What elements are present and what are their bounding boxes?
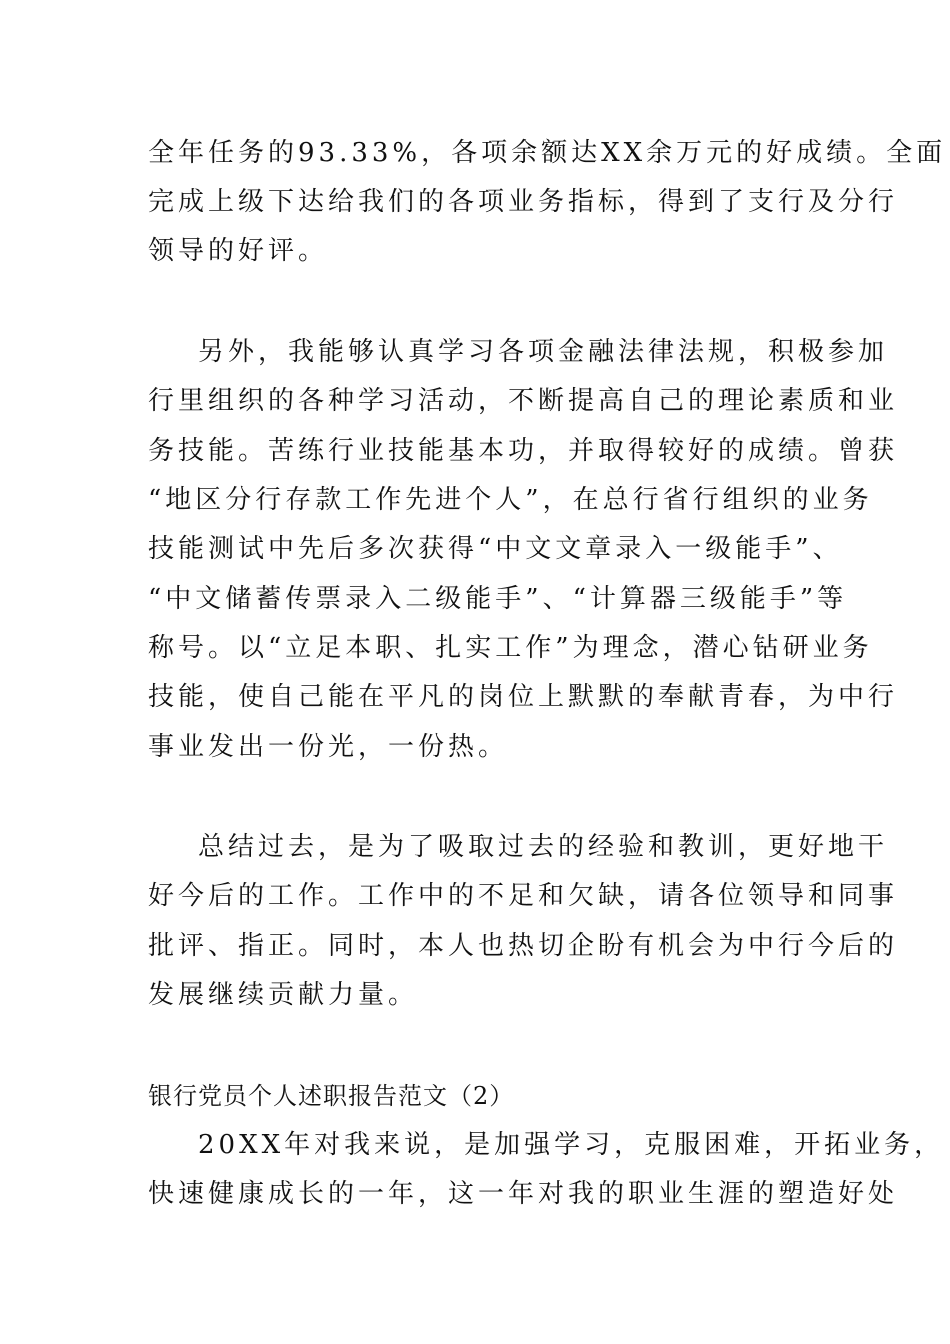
paragraph-3-line-1: 总结过去，是为了吸取过去的经验和教训，更好地干: [198, 832, 889, 862]
paragraph-1-line-1: 全年任务的93.33%，各项余额达XX余万元的好成绩。全面: [148, 138, 947, 168]
paragraph-2-line-7: 称号。以“立足本职、扎实工作”为理念，潜心钻研业务: [148, 633, 873, 663]
section-heading: 银行党员个人述职报告范文（2）: [148, 1082, 515, 1110]
paragraph-3-line-4: 发展继续贡献力量。: [148, 980, 419, 1010]
final-paragraph-line-2: 快速健康成长的一年，这一年对我的职业生涯的塑造好处: [148, 1179, 899, 1209]
paragraph-3-line-2: 好今后的工作。工作中的不足和欠缺，请各位领导和同事: [148, 881, 899, 911]
paragraph-2-line-8: 技能，使自己能在平凡的岗位上默默的奉献青春，为中行: [148, 682, 899, 712]
paragraph-2-line-3: 务技能。苦练行业技能基本功，并取得较好的成绩。曾获: [148, 436, 899, 466]
paragraph-1-line-2: 完成上级下达给我们的各项业务指标，得到了支行及分行: [148, 187, 899, 217]
final-paragraph-line-1: 20XX年对我来说，是加强学习，克服困难，开拓业务，: [198, 1130, 945, 1160]
paragraph-3-line-3: 批评、指正。同时，本人也热切企盼有机会为中行今后的: [148, 931, 899, 961]
paragraph-2-line-4: “地区分行存款工作先进个人”，在总行省行组织的业务: [148, 485, 873, 515]
paragraph-2-line-1: 另外，我能够认真学习各项金融法律法规，积极参加: [198, 337, 889, 367]
paragraph-2-line-2: 行里组织的各种学习活动，不断提高自己的理论素质和业: [148, 386, 899, 416]
paragraph-2-line-9: 事业发出一份光，一份热。: [148, 732, 509, 762]
paragraph-2-line-5: 技能测试中先后多次获得“中文文章录入一级能手”、: [148, 534, 843, 564]
paragraph-2-line-6: “中文储蓄传票录入二级能手”、“计算器三级能手”等: [148, 584, 848, 614]
paragraph-1-line-3: 领导的好评。: [148, 236, 329, 266]
